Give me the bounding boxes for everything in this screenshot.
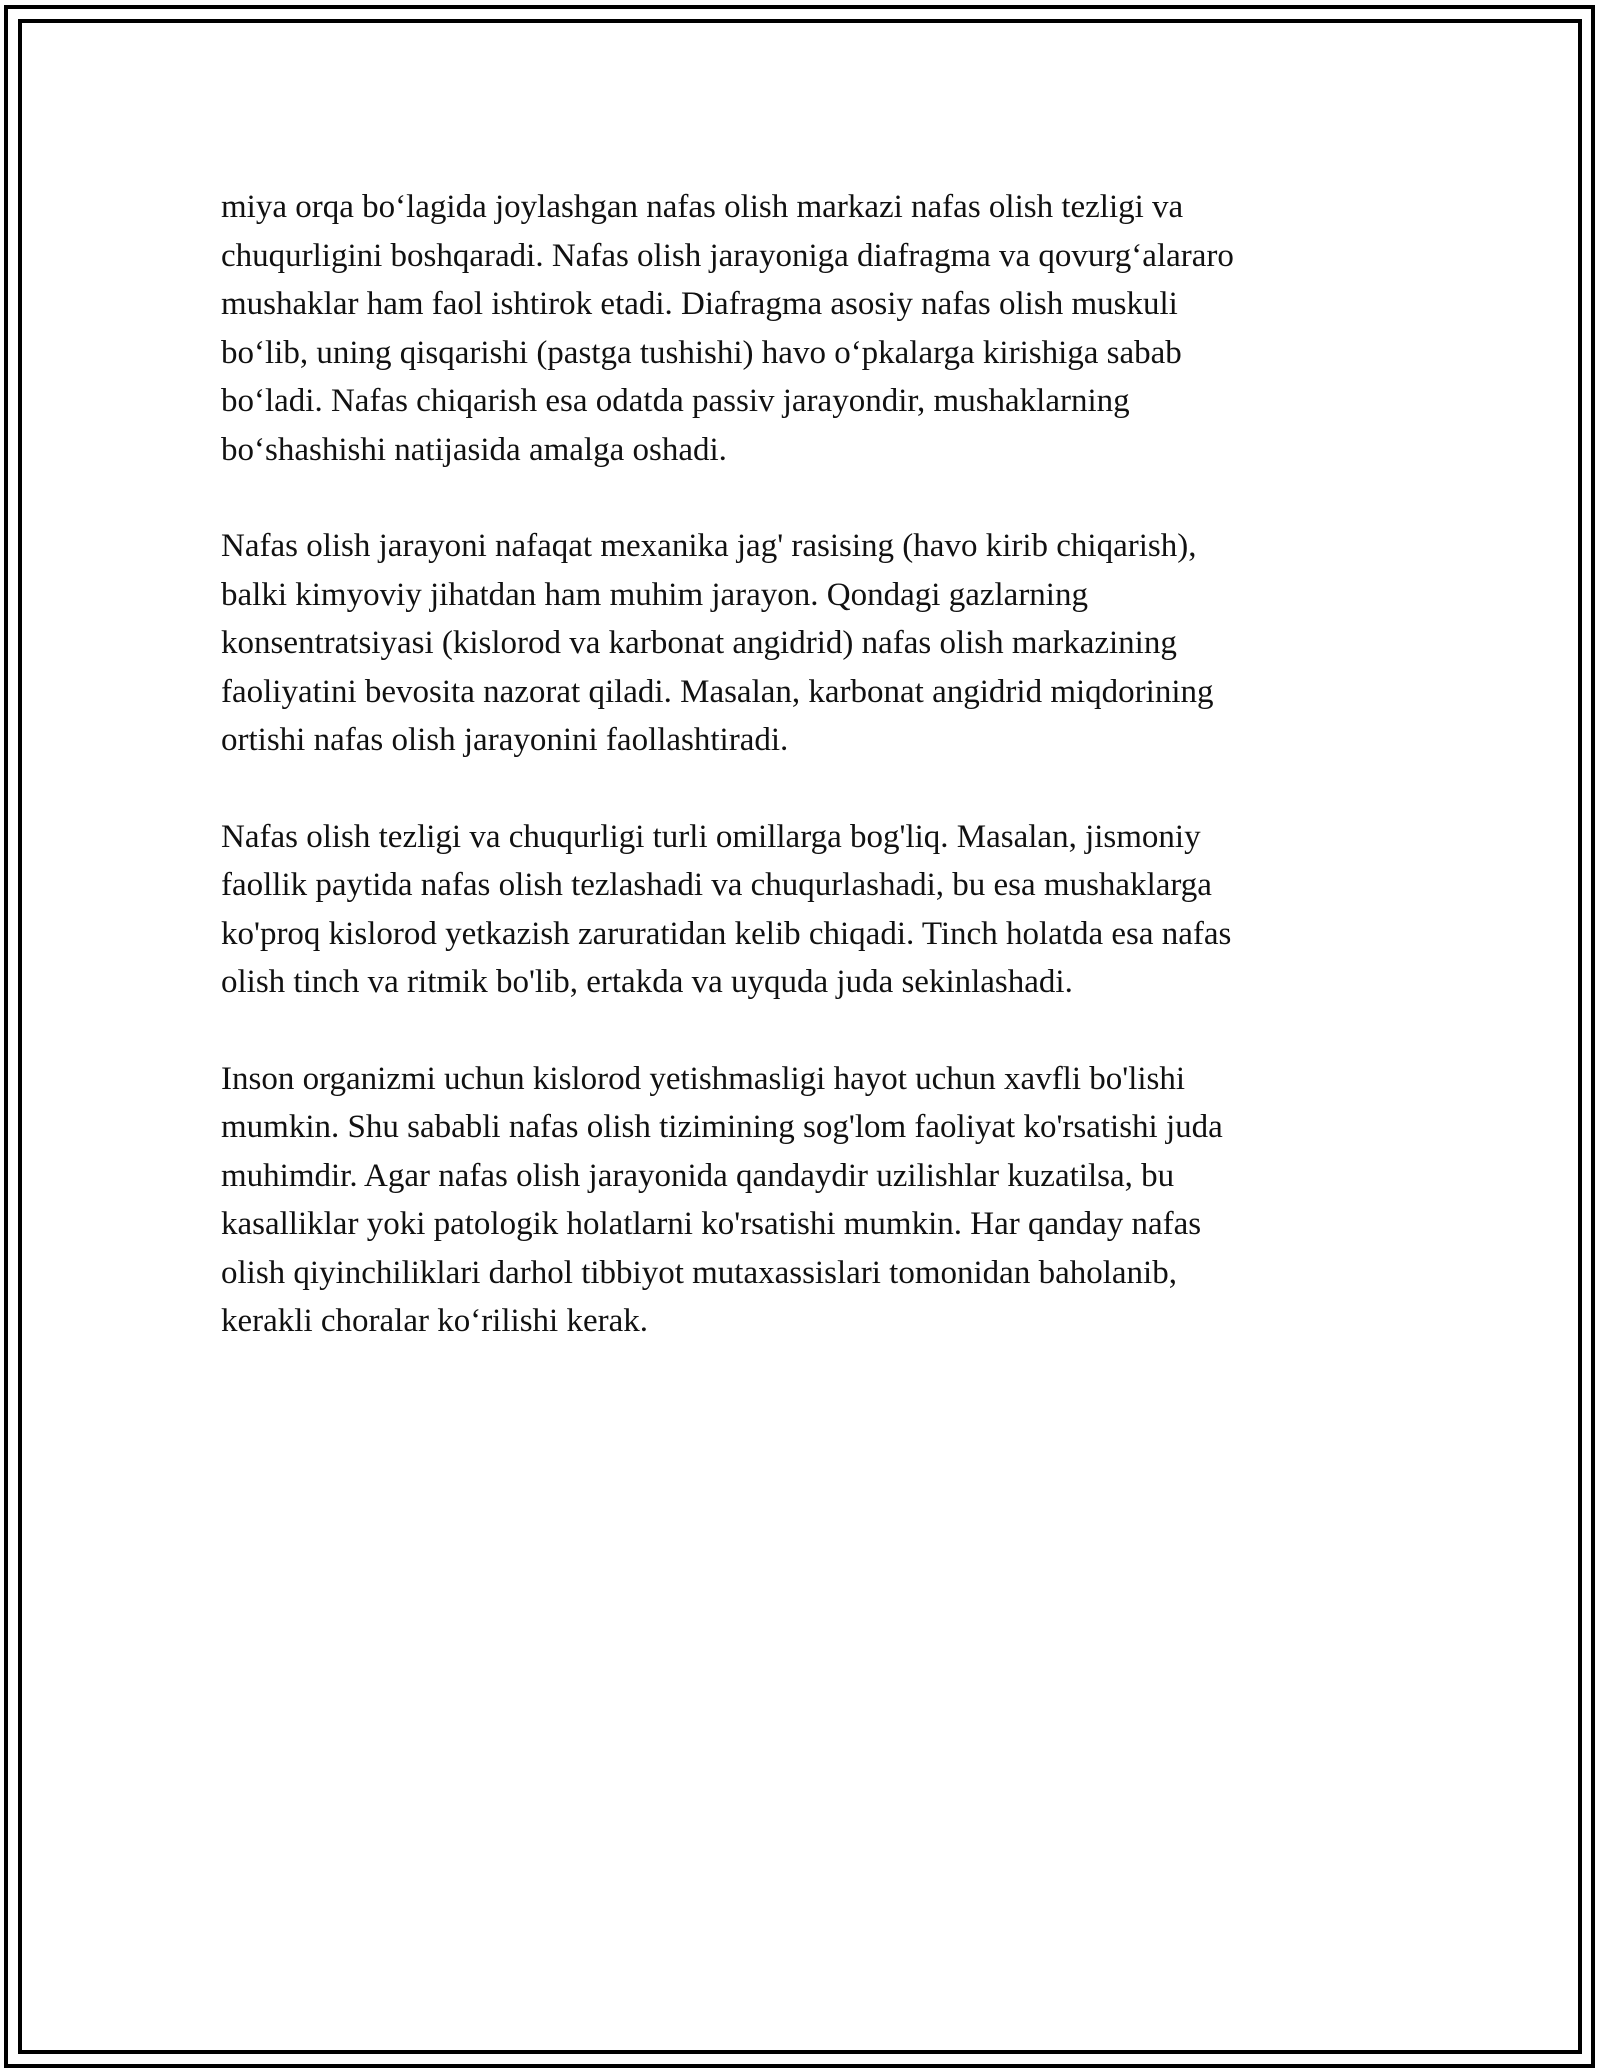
paragraph-line: chuqurligini boshqaradi. Nafas olish jarayoniga diafragma va qovurg‘alararo [221,237,1234,274]
paragraph-line: mumkin. Shu sababli nafas olish tizimining sog'lom faoliyat ko'rsatishi juda [221,1109,1223,1145]
paragraph-line: miya orqa bo‘lagida joylashgan nafas olish markazi nafas olish tezligi va [221,189,1184,225]
paragraph-line: Nafas olish jarayoni nafaqat mexanika jag' rasising (havo kirib chiqarish), [221,528,1197,564]
paragraph-line: kasalliklar yoki patologik holatlarni ko'rsatishi mumkin. Har qanday nafas [221,1206,1202,1242]
document-body [221,183,1371,1394]
paragraph-line: ortishi nafas olish jarayonini faollashtiradi. [221,722,789,758]
paragraph-3 [221,813,1371,1007]
paragraph-line: faoliyatini bevosita nazorat qiladi. Masalan, karbonat angidrid miqdorining [221,673,1214,710]
paragraph-4 [221,1055,1371,1346]
paragraph-line: faollik paytida nafas olish tezlashadi va chuqurlashadi, bu esa mushaklarga [221,867,1212,903]
paragraph-line: Inson organizmi uchun kislorod yetishmasligi hayot uchun xavfli bo'lishi [221,1060,1186,1097]
paragraph-2 [221,522,1371,765]
paragraph-line: ko'proq kislorod yetkazish zaruratidan kelib chiqadi. Tinch holatda esa nafas [221,915,1232,952]
paragraph-line: kerakli choralar ko‘rilishi kerak. [221,1303,648,1339]
paragraph-line: bo‘shashishi natijasida amalga oshadi. [221,431,727,468]
paragraph-line: bo‘ladi. Nafas chiqarish esa odatda passiv jarayondir, mushaklarning [221,383,1130,419]
paragraph-line: olish tinch va ritmik bo'lib, ertakda va uyquda juda sekinlashadi. [221,964,1073,1000]
paragraph-line: mushaklar ham faol ishtirok etadi. Diafragma asosiy nafas olish muskuli [221,286,1178,322]
paragraph-line: muhimdir. Agar nafas olish jarayonida qandaydir uzilishlar kuzatilsa, bu [221,1157,1175,1194]
paragraph-line: konsentratsiyasi (kislorod va karbonat angidrid) nafas olish markazining [221,625,1177,661]
paragraph-line: Nafas olish tezligi va chuqurligi turli omillarga bog'liq. Masalan, jismoniy [221,818,1201,855]
paragraph-line: olish qiyinchiliklari darhol tibbiyot mutaxassislari tomonidan baholanib, [221,1254,1177,1291]
paragraph-1 [221,183,1371,474]
paragraph-line: balki kimyoviy jihatdan ham muhim jarayon. Qondagi gazlarning [221,576,1088,613]
paragraph-line: bo‘lib, uning qisqarishi (pastga tushishi) havo o‘pkalarga kirishiga sabab [221,334,1182,371]
